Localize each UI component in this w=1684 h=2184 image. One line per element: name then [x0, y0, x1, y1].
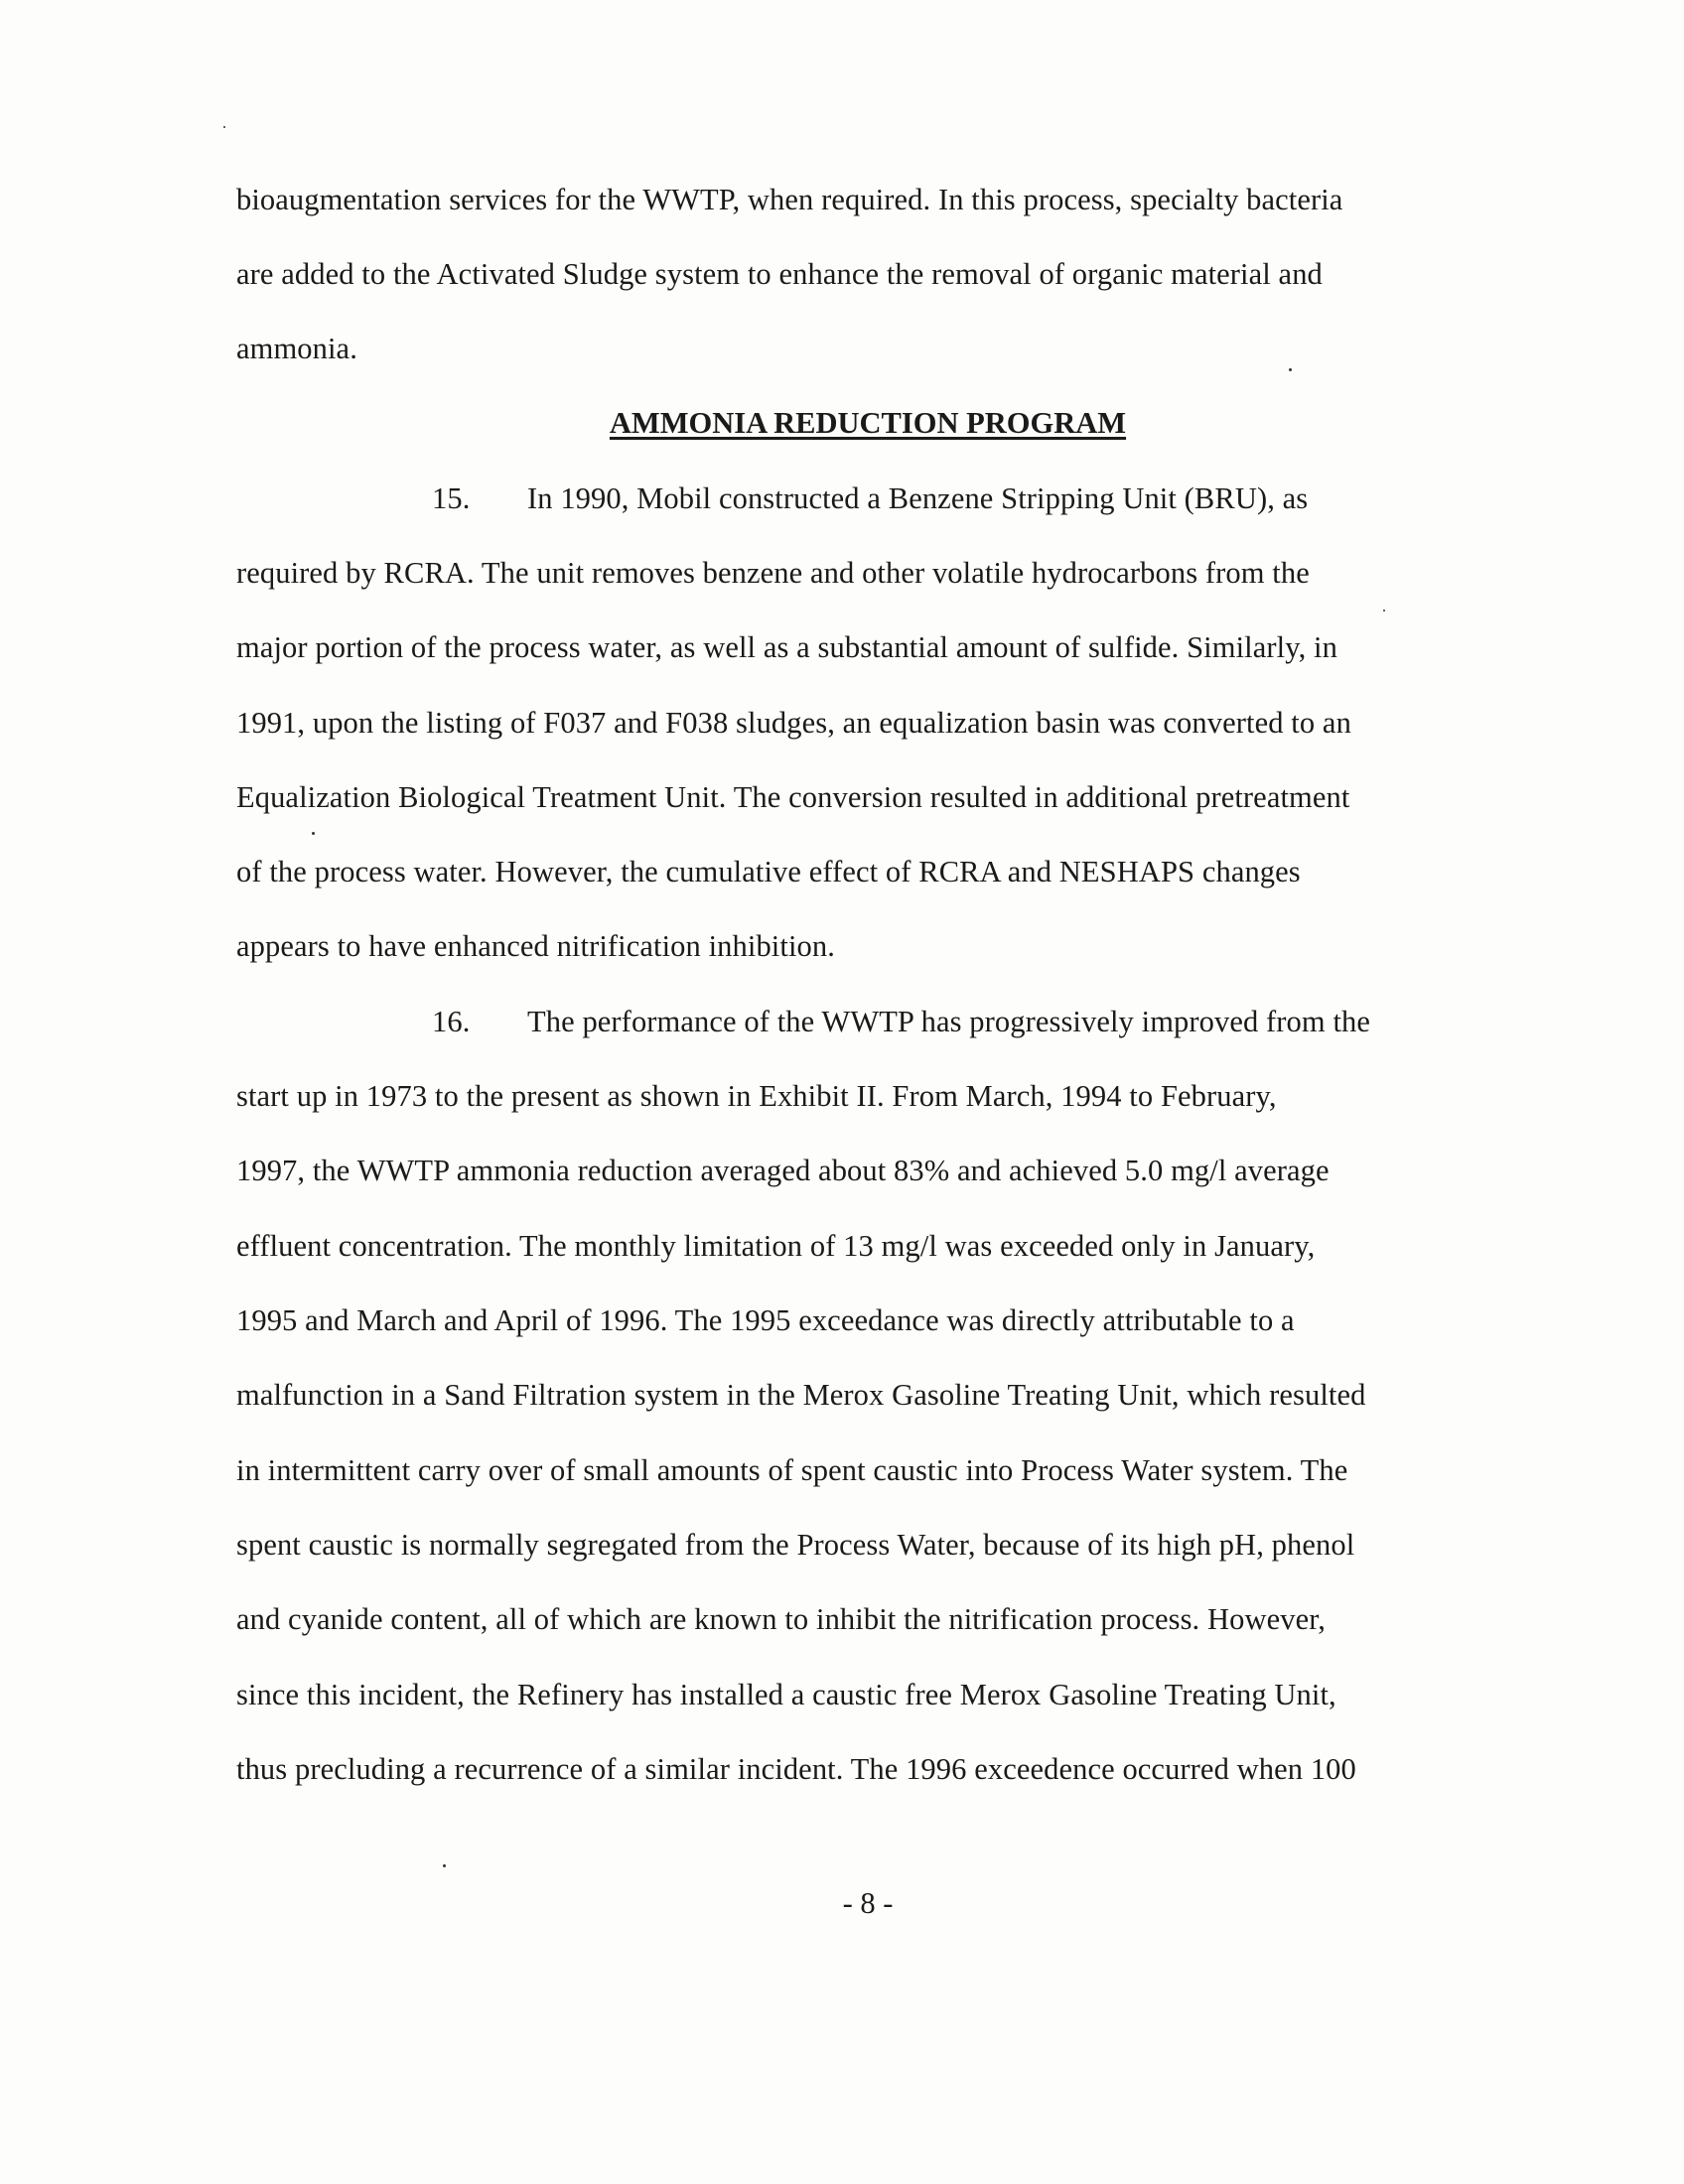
body-line: and cyanide content, all of which are known to inhibit the nitrification process. However, [236, 1602, 1326, 1636]
body-line-text: In 1990, Mobil constructed a Benzene Stripping Unit (BRU), as [527, 481, 1309, 515]
body-line: 1991, upon the listing of F037 and F038 sludges, an equalization basin was converted to an [236, 706, 1351, 740]
paragraph-number: 15. [432, 481, 471, 515]
paragraph-number: 16. [432, 1005, 471, 1038]
scan-speck [1289, 368, 1292, 371]
body-line: spent caustic is normally segregated from the Process Water, because of its high pH, phenol [236, 1528, 1355, 1562]
scan-speck [1383, 610, 1385, 612]
section-heading: AMMONIA REDUCTION PROGRAM [609, 406, 1127, 440]
page-number: - 8 - [842, 1886, 894, 1920]
body-line: bioaugmentation services for the WWTP, when required. In this process, specialty bacteria [236, 183, 1343, 216]
body-line: malfunction in a Sand Filtration system in the Merox Gasoline Treating Unit, which resulted [236, 1378, 1366, 1412]
body-line: 1995 and March and April of 1996. The 1995 exceedance was directly attributable to a [236, 1303, 1295, 1337]
scan-speck [443, 1864, 446, 1867]
body-line: effluent concentration. The monthly limitation of 13 mg/l was exceeded only in January, [236, 1229, 1316, 1263]
body-line: since this incident, the Refinery has installed a caustic free Merox Gasoline Treating Unit, [236, 1678, 1336, 1711]
body-line: major portion of the process water, as well as a substantial amount of sulfide. Similarly, in [236, 630, 1337, 664]
body-line: ammonia. [236, 332, 357, 365]
scan-speck [223, 126, 225, 128]
body-line: in intermittent carry over of small amounts of spent caustic into Process Water system. The [236, 1453, 1348, 1487]
paragraph-first-line [432, 1002, 1370, 1041]
body-line: start up in 1973 to the present as shown in Exhibit II. From March, 1994 to February, [236, 1079, 1277, 1113]
body-line: are added to the Activated Sludge system to enhance the removal of organic material and [236, 257, 1323, 291]
body-line: 1997, the WWTP ammonia reduction averaged about 83% and achieved 5.0 mg/l average [236, 1154, 1330, 1187]
body-line: thus precluding a recurrence of a similar incident. The 1996 exceedence occurred when 100 [236, 1752, 1356, 1786]
body-line: appears to have enhanced nitrification inhibition. [236, 929, 835, 963]
paragraph-first-line [432, 478, 1308, 518]
scan-speck [312, 832, 315, 835]
body-line: of the process water. However, the cumulative effect of RCRA and NESHAPS changes [236, 855, 1301, 888]
body-line: Equalization Biological Treatment Unit. The conversion resulted in additional pretreatment [236, 780, 1350, 814]
body-line-text: The performance of the WWTP has progressively improved from the [527, 1005, 1371, 1038]
body-line: required by RCRA. The unit removes benzene and other volatile hydrocarbons from the [236, 556, 1310, 590]
